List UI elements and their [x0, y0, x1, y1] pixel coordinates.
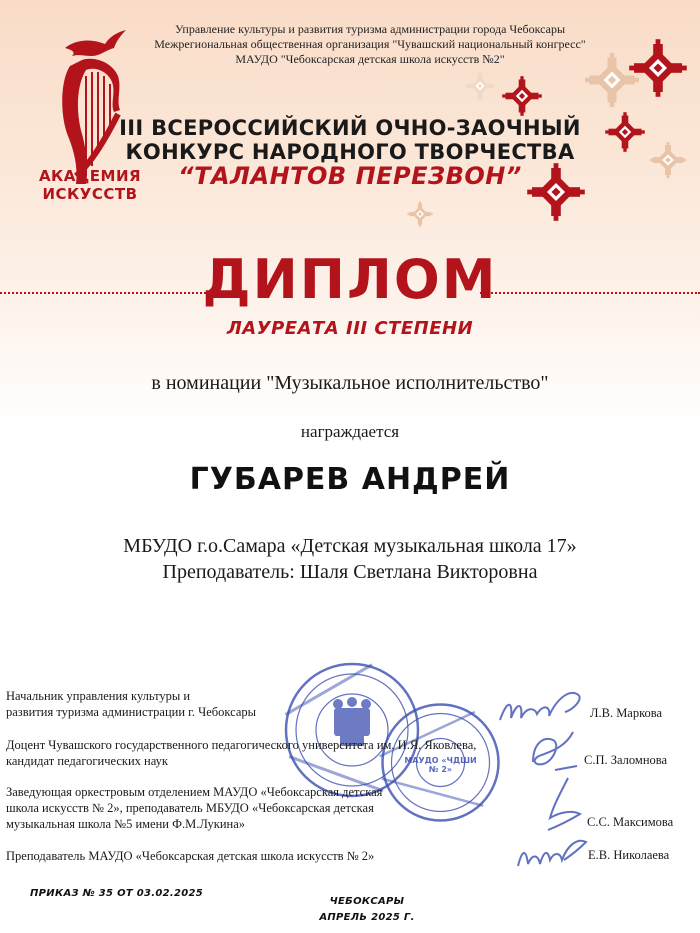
- laureate-degree: ЛАУРЕАТА III СТЕПЕНИ: [226, 318, 474, 339]
- signature-row-4-position: Преподаватель МАУДО «Чебоксарская детская школа искусств № 2»: [6, 849, 375, 863]
- footer-city: ЧЕБОКСАРЫ: [329, 896, 405, 907]
- school-line1: МБУДО г.о.Самара «Детская музыкальная школа 17»: [123, 535, 577, 557]
- teacher-line: Преподаватель: Шаля Светлана Викторовна: [162, 561, 538, 583]
- signature-nikolaeva: [512, 830, 592, 880]
- diploma-title: ДИПЛОМ: [202, 248, 498, 311]
- signature-row-3-name: С.С. Максимова: [587, 815, 674, 829]
- footer-date: АПРЕЛЬ 2025 Г.: [319, 912, 415, 923]
- stamp-text: МАУДО «ЧДШИ № 2»: [404, 756, 477, 774]
- contest-title-line2: КОНКУРС НАРОДНОГО ТВОРЧЕСТВА: [125, 140, 575, 164]
- signature-row-1-name: Л.В. Маркова: [590, 706, 663, 720]
- org-line-2: Межрегиональная общественная организация "Чувашский национальный конгресс": [154, 37, 586, 51]
- signature-row-2-position: Доцент Чувашского государственного педагогического университета им. И.Я. Яковлева, кандидат педагогических наук: [6, 738, 477, 768]
- nomination: в номинации "Музыкальное исполнительство": [151, 372, 549, 394]
- contest-name: “ТАЛАНТОВ ПЕРЕЗВОН”: [178, 162, 522, 190]
- signature-row-3-position: Заведующая оркестровым отделением МАУДО «Чебоксарская детская школа искусств № 2», преподаватель МБУДО «Чебоксарская детская музыкальная школа №5 имени Ф.М.Лукина»: [6, 785, 383, 831]
- org-line-3: МАУДО "Чебоксарская детская школа искусств №2": [235, 52, 505, 66]
- awarded-label: награждается: [300, 422, 400, 441]
- signature-maksimova: [540, 774, 590, 836]
- recipient-name: ГУБАРЕВ АНДРЕЙ: [189, 462, 511, 497]
- logo-text-line1: АКАДЕМИЯ: [38, 167, 142, 185]
- logo-text-line2: ИСКУССТВ: [42, 185, 138, 203]
- signature-row-4-name: Е.В. Николаева: [588, 848, 670, 862]
- signature-row-2-name: С.П. Заломнова: [584, 753, 668, 767]
- signature-row-1-position: Начальник управления культуры и развития туризма администрации г. Чебоксары: [6, 689, 257, 719]
- order-number: ПРИКАЗ № 35 ОТ 03.02.2025: [30, 888, 204, 899]
- contest-title-line1: III ВСЕРОССИЙСКИЙ ОЧНО-ЗАОЧНЫЙ: [119, 116, 581, 140]
- org-line-1: Управление культуры и развития туризма администрации города Чебоксары: [174, 22, 566, 36]
